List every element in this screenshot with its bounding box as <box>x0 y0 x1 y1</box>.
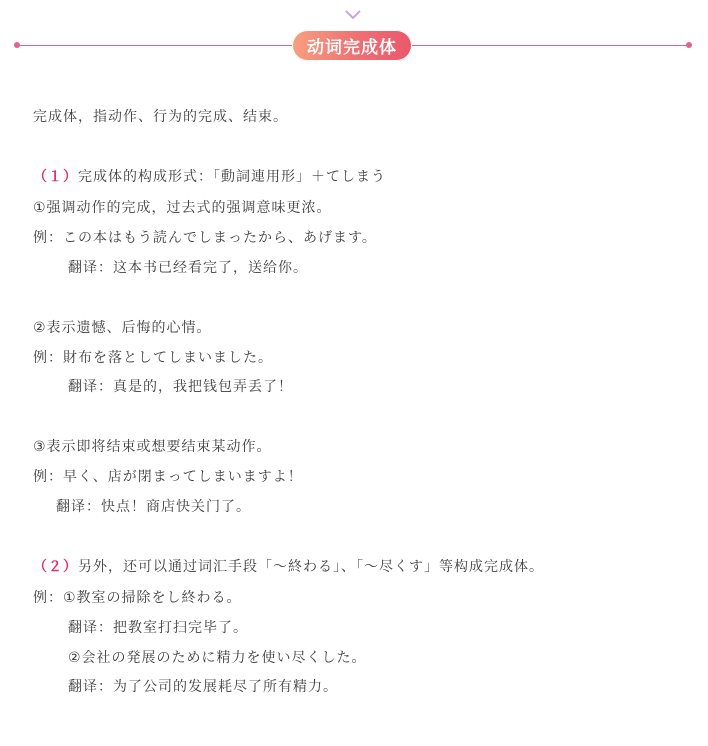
item2-translation: 翻译：真是的，我把钱包弄丢了！ <box>68 379 293 395</box>
section1-number: （１） <box>33 169 78 185</box>
section2-example2: ②会社の発展のために精力を使い尽くした。 <box>68 650 367 666</box>
section2-translation1: 翻译：把教室打扫完毕了。 <box>68 620 248 636</box>
section2-heading <box>33 557 544 577</box>
section2-number: （２） <box>33 559 78 575</box>
item3-title: ③表示即将结束或想要结束某动作。 <box>33 439 272 455</box>
intro-text: 完成体，指动作、行为的完成、结束。 <box>33 109 288 125</box>
item3-example: 例：早く、店が閉まってしまいますよ！ <box>33 469 303 485</box>
section-title: 动词完成体 <box>292 30 412 61</box>
item1-example: 例：この本はもう読んでしまったから、あげます。 <box>33 230 377 246</box>
item1-translation: 翻译：这本书已经看完了，送给你。 <box>68 260 308 276</box>
section2-translation2: 翻译：为了公司的发展耗尽了所有精力。 <box>68 679 338 695</box>
section2-heading-text: 另外，还可以通过词汇手段「～終わる」、「～尽くす」等构成完成体。 <box>78 559 544 575</box>
item3-translation: 翻译：快点！商店快关门了。 <box>56 499 251 515</box>
section2-example1: 例：①教室の掃除をし終わる。 <box>33 590 242 606</box>
section1-heading-text: 完成体的构成形式：「動詞連用形」＋てしまう <box>78 169 386 185</box>
item2-title: ②表示遗憾、后悔的心情。 <box>33 320 212 336</box>
item1-title: ①强调动作的完成，过去式的强调意味更浓。 <box>33 200 332 216</box>
section1-heading <box>33 167 386 187</box>
item2-example: 例：財布を落としてしまいました。 <box>33 350 273 366</box>
